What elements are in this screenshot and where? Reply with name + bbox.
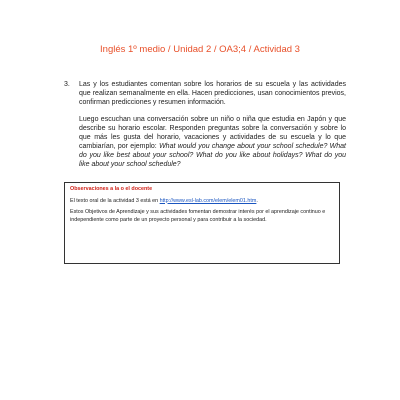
page-title: Inglés 1º medio / Unidad 2 / OA3;4 / Actividad 3 xyxy=(100,44,300,55)
observations-line-1-prefix: El texto oral de la actividad 3 está en xyxy=(70,197,160,204)
observations-line-2: Estos Objetivos de Aprendizaje y sus actividades fomentan demostrar interés por el aprendizaje continuo e independiente como parte de un proyecto personal y para contribuir a la sociedad. xyxy=(70,209,326,223)
activity-paragraph-2 xyxy=(79,115,346,169)
observations-title: Observaciones a la o el docente xyxy=(70,186,153,192)
activity-paragraph-1: Las y los estudiantes comentan sobre los horarios de su escuela y las actividades que realizan semanalmente en ella. Hacen predicciones, usan conocimientos previos, confirman predicciones y resumen información. xyxy=(79,81,346,106)
observations-line-1-suffix: . xyxy=(256,197,258,204)
activity-paragraph-2-text: Luego escuchan una conversación sobre un niño o niña que estudia en Japón y que describe su horario escolar. Responden preguntas sobre la conversación y sobre lo que más les gusta del horario, vacaciones y actividades de su escuela y lo que cambiarían, por ejemplo: xyxy=(79,116,346,150)
activity-number: 3. xyxy=(64,81,70,88)
activity-body xyxy=(79,80,346,169)
teacher-observations-box xyxy=(64,182,340,264)
activity-block xyxy=(64,80,346,177)
observations-line-1 xyxy=(70,198,334,206)
esl-lab-link[interactable]: http://www.esl-lab.com/elem/elem01.htm xyxy=(159,197,257,204)
activity-example-questions: What would you change about your school schedule? What do you like best about your school? What do you like about holidays? What do you like about your school schedule? xyxy=(79,143,346,168)
